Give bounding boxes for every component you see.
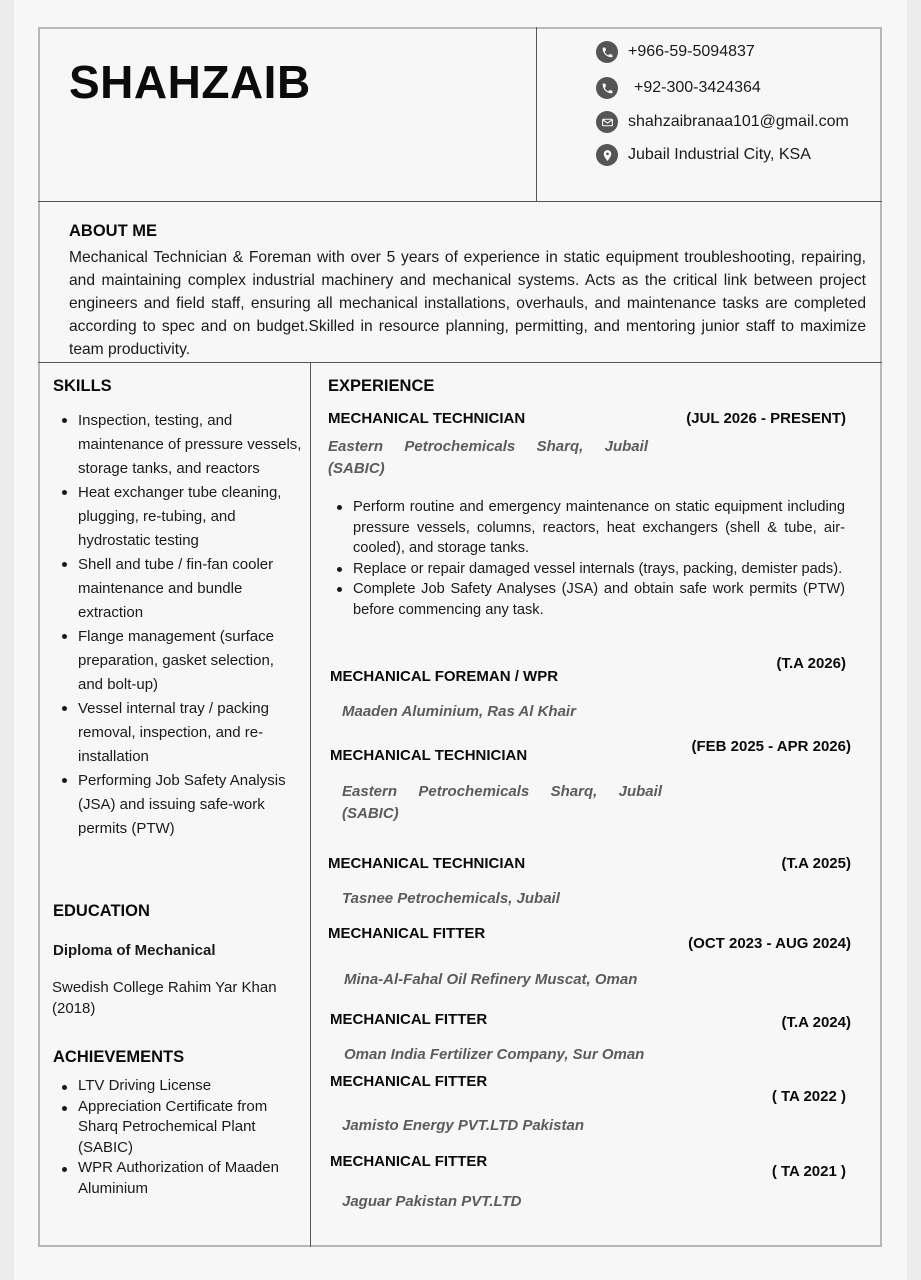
job-date: (T.A 2026) xyxy=(776,655,846,672)
education-school: Swedish College Rahim Yar Khan (2018) xyxy=(52,979,277,1017)
job-date: (OCT 2023 - AUG 2024) xyxy=(688,935,851,952)
about-bottom-rule xyxy=(38,362,882,363)
list-item: Perform routine and emergency maintenance on static equipment including pressure vessels, columns, reactors, heat exchangers (shell & tube, air-cooled), and storage tanks. xyxy=(353,497,845,559)
skills-heading: SKILLS xyxy=(53,377,112,395)
job-date: (FEB 2025 - APR 2026) xyxy=(691,738,851,755)
list-item: Replace or repair damaged vessel internals (trays, packing, demister pads). xyxy=(353,559,845,580)
contact-text: +966-59-5094837 xyxy=(628,43,755,60)
job-title: MECHANICAL FITTER xyxy=(330,1073,488,1090)
education-degree: Diploma of Mechanical xyxy=(53,942,216,959)
job-title: MECHANICAL TECHNICIAN xyxy=(328,410,526,427)
job-title: MECHANICAL FITTER xyxy=(330,1153,488,1170)
job-date: ( TA 2022 ) xyxy=(771,1088,846,1105)
job-company: Eastern Petrochemicals Sharq, Jubail (SABIC) xyxy=(328,438,648,477)
job-company: Mina-Al-Fahal Oil Refinery Muscat, Oman xyxy=(344,971,638,988)
list-item: Performing Job Safety Analysis (JSA) and issuing safe-work permits (PTW) xyxy=(78,769,303,841)
list-item: Vessel internal tray / packing removal, inspection, and re-installation xyxy=(78,697,303,769)
education-heading: EDUCATION xyxy=(53,902,150,920)
list-item: Shell and tube / fin-fan cooler maintenance and bundle extraction xyxy=(78,553,303,625)
column-divider xyxy=(310,363,311,1247)
about-heading: ABOUT ME xyxy=(69,222,157,240)
phone-icon xyxy=(596,77,618,99)
achievements-list xyxy=(53,1076,303,1199)
contact-location xyxy=(596,142,886,168)
job-date: (T.A 2025) xyxy=(781,855,851,872)
achievements-heading: ACHIEVEMENTS xyxy=(53,1048,185,1066)
list-item: Appreciation Certificate from Sharq Petrochemical Plant (SABIC) xyxy=(78,1097,303,1159)
location-pin-icon xyxy=(596,144,618,166)
job-title: MECHANICAL TECHNICIAN xyxy=(330,747,528,764)
list-item: Heat exchanger tube cleaning, plugging, re-tubing, and hydrostatic testing xyxy=(78,481,303,553)
about-text: Mechanical Technician & Foreman with over 5 years of experience in static equipment troubleshooting, repairing, and maintaining complex industrial machinery and mechanical systems. Acts as the critical link between project engineers and field staff, ensuring all mechanical installations, overhauls, and maintenance tasks are completed according to spec and on budget.Skilled in resource planning, permitting, and mentoring junior staff to maximize team productivity. xyxy=(69,249,866,358)
job-duties xyxy=(328,497,845,621)
phone-icon xyxy=(596,41,618,63)
list-item: Flange management (surface preparation, gasket selection, and bolt-up) xyxy=(78,625,303,697)
contact-text: Jubail Industrial City, KSA xyxy=(628,146,811,163)
contact-text: shahzaibranaa101@gmail.com xyxy=(628,113,849,130)
job-title: MECHANICAL FITTER xyxy=(330,1011,488,1028)
job-date: (T.A 2024) xyxy=(781,1014,851,1031)
contact-email xyxy=(596,109,886,135)
job-date: (JUL 2026 - PRESENT) xyxy=(686,410,846,427)
job-date: ( TA 2021 ) xyxy=(771,1163,846,1180)
mail-icon xyxy=(596,111,618,133)
job-company: Jaguar Pakistan PVT.LTD xyxy=(342,1193,522,1210)
job-company: Tasnee Petrochemicals, Jubail xyxy=(342,890,560,907)
candidate-name: SHAHZAIB xyxy=(69,56,311,108)
header-divider xyxy=(536,27,537,202)
skills-list xyxy=(53,409,303,841)
job-company: Maaden Aluminium, Ras Al Khair xyxy=(342,703,576,720)
experience-heading: EXPERIENCE xyxy=(328,377,435,395)
list-item: Complete Job Safety Analyses (JSA) and obtain safe work permits (PTW) before commencing any task. xyxy=(353,579,845,620)
list-item: WPR Authorization of Maaden Aluminium xyxy=(78,1158,303,1199)
resume-page xyxy=(14,0,907,1280)
job-title: MECHANICAL FITTER xyxy=(328,925,486,942)
list-item: Inspection, testing, and maintenance of pressure vessels, storage tanks, and reactors xyxy=(78,409,303,481)
contact-text: +92-300-3424364 xyxy=(634,79,761,96)
contact-phone-2 xyxy=(596,75,886,101)
header-bottom-rule xyxy=(38,201,882,202)
list-item: LTV Driving License xyxy=(78,1076,303,1097)
job-company: Oman India Fertilizer Company, Sur Oman xyxy=(344,1046,645,1063)
job-title: MECHANICAL TECHNICIAN xyxy=(328,855,526,872)
job-title: MECHANICAL FOREMAN / WPR xyxy=(330,668,559,685)
job-company: Jamisto Energy PVT.LTD Pakistan xyxy=(342,1117,585,1134)
contact-phone-1 xyxy=(596,39,886,65)
job-company: Eastern Petrochemicals Sharq, Jubail (SABIC) xyxy=(342,783,662,822)
